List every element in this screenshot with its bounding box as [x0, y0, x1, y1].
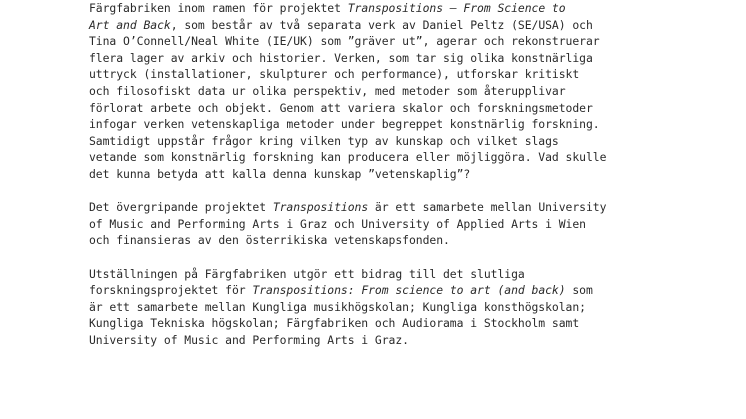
text-span: Färgfabriken inom ramen för projektet — [89, 1, 348, 15]
italic-title-span: Transpositions – From Science to — [347, 1, 566, 15]
text-span: förlorat arbete och objekt. Genom att variera skalor och forskningsmetoder — [89, 100, 593, 115]
paragraph-gap — [89, 183, 739, 200]
text-span: University of Music and Performing Arts i Graz. — [89, 332, 409, 347]
text-span: vetande som konstnärlig forskning kan producera eller möjliggöra. Vad skulle — [89, 150, 607, 165]
text-span: Kungliga Tekniska högskolan; Färgfabriken och Audiorama i Stockholm samt — [89, 316, 580, 331]
text-line — [89, 133, 739, 150]
text-line — [89, 116, 739, 133]
text-line — [89, 299, 739, 316]
text-line — [89, 282, 739, 299]
text-line — [89, 66, 739, 83]
italic-title-span: Transpositions: From science to art (and back) — [252, 283, 566, 298]
text-line — [89, 315, 739, 332]
text-line — [89, 166, 739, 183]
paragraph — [89, 199, 739, 249]
text-span: som — [565, 283, 593, 298]
text-line — [89, 33, 739, 50]
text-line — [89, 149, 739, 166]
text-span: och finansieras av den österrikiska vetenskapsfonden. — [89, 233, 450, 248]
text-span: infogar verken vetenskapliga metoder under begreppet konstnärlig forskning. — [89, 117, 600, 132]
text-span: uttryck (installationer, skulpturer och performance), utforskar kritiskt — [89, 67, 580, 82]
text-line — [89, 332, 739, 349]
document-body — [89, 0, 739, 348]
text-line — [89, 100, 739, 117]
text-line — [89, 83, 739, 100]
text-span: forskningsprojektet för — [89, 283, 253, 298]
text-span: flera lager av arkiv och historier. Verken, som tar sig olika konstnärliga — [89, 50, 593, 65]
italic-title-span: Art and Back — [89, 17, 171, 32]
text-line — [89, 216, 739, 233]
text-span: Tina O’Connell/Neal White (IE/UK) som ”gräver ut”, agerar och rekonstruerar — [89, 34, 600, 49]
text-span: är ett samarbete mellan Kungliga musikhögskolan; Kungliga konsthögskolan; — [89, 299, 586, 314]
italic-title-span: Transpositions — [272, 200, 369, 215]
text-span: Utställningen på Färgfabriken utgör ett bidrag till det slutliga — [89, 266, 525, 281]
text-line — [89, 232, 739, 249]
text-line — [89, 50, 739, 67]
text-line — [89, 0, 739, 17]
text-line — [89, 199, 739, 216]
paragraph — [89, 266, 739, 349]
text-span: och filosofiskt data ur olika perspektiv, med metoder som återupplivar — [89, 83, 566, 98]
text-span: är ett samarbete mellan University — [368, 200, 607, 215]
text-span: Det övergripande projektet — [89, 200, 273, 215]
paragraph — [89, 0, 739, 183]
text-line — [89, 17, 739, 34]
text-span: , som består av två separata verk av Daniel Peltz (SE/USA) och — [170, 17, 593, 32]
text-span: det kunna betyda att kalla denna kunskap ”vetenskaplig”? — [89, 166, 471, 181]
text-line — [89, 266, 739, 283]
text-span: Samtidigt uppstår frågor kring vilken typ av kunskap och vilket slags — [89, 133, 559, 148]
paragraph-gap — [89, 249, 739, 266]
text-span: of Music and Performing Arts i Graz och University of Applied Arts i Wien — [89, 216, 586, 231]
